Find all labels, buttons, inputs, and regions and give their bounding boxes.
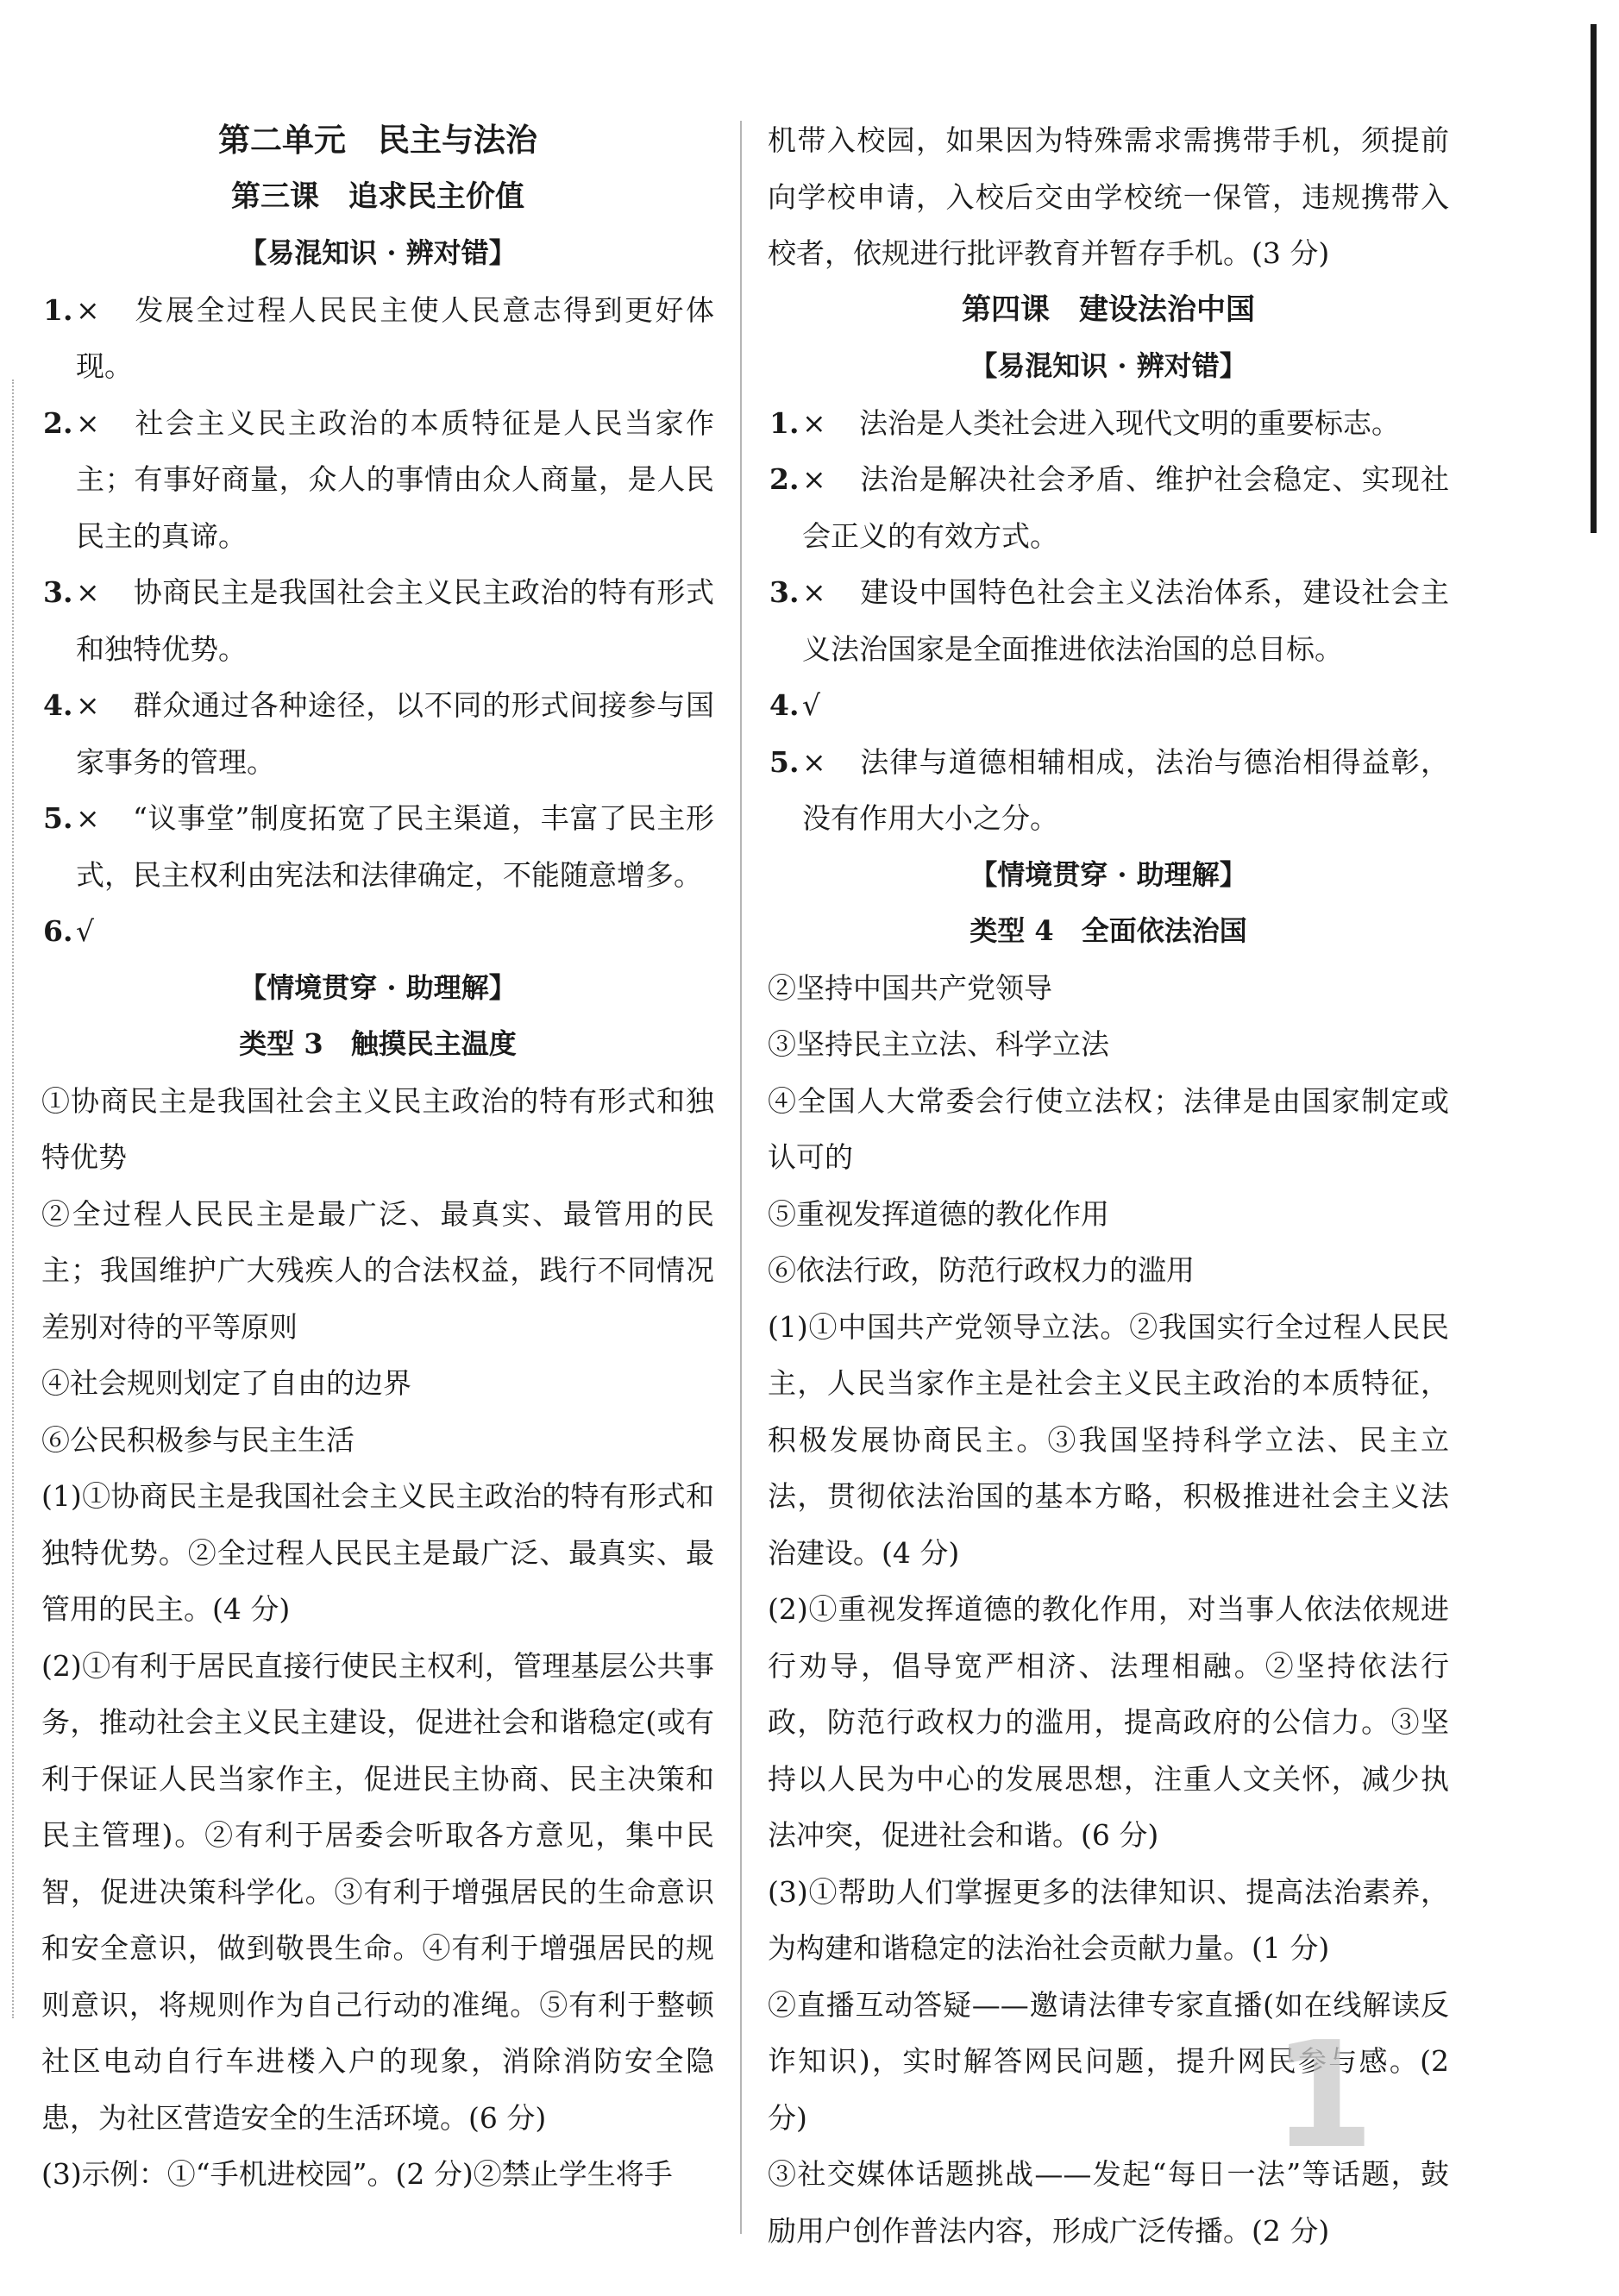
item-number: 2. <box>769 462 800 496</box>
item-text: 发展全过程人民民主使人民意志得到更好体现。 <box>76 292 714 383</box>
answer-paragraph: ④社会规则划定了自由的边界 <box>41 1366 411 1400</box>
answer-paragraph: ①协商民主是我国社会主义民主政治的特有形式和独特优势 <box>41 1083 714 1174</box>
page-number: 1 <box>1272 2011 1375 2181</box>
item-number: 2. <box>43 405 73 440</box>
answer-item <box>43 282 714 395</box>
answer-item <box>769 734 1449 847</box>
cross-mark: × <box>802 575 826 609</box>
cross-mark: × <box>76 688 100 722</box>
answer-paragraph: ⑥公民积极参与民主生活 <box>41 1422 355 1457</box>
answer-paragraph: ③坚持民主立法、科学立法 <box>768 1027 1109 1061</box>
cross-mark: × <box>76 405 100 440</box>
answer-item <box>43 564 714 677</box>
cross-mark: × <box>76 292 100 327</box>
scan-edge-bar <box>1591 24 1597 533</box>
lesson-title: 第三课 追求民主价值 <box>231 179 524 214</box>
answer-paragraph: ②直播互动答疑——邀请法律专家直播(如在线解读反诈知识)，实时解答网民问题，提升网民参与感。(2 分) <box>768 1987 1449 2135</box>
binding-dotted-line <box>12 380 14 2018</box>
right-column <box>768 112 1449 2259</box>
continuation-paragraph: 机带入校园，如果因为特殊需求需携带手机，须提前向学校申请，入校后交由学校统一保管，违规携带入校者，依规进行批评教育并暂存手机。(3 分) <box>768 123 1449 270</box>
answer-item <box>769 677 1449 734</box>
item-text: 协商民主是我国社会主义民主政治的特有形式和独特优势。 <box>76 575 714 666</box>
answer-paragraph: ②全过程人民民主是最广泛、最真实、最管用的民主；我国维护广大残疾人的合法权益，践行不同情况差别对待的平等原则 <box>41 1196 714 1344</box>
answer-item <box>43 903 714 960</box>
cross-mark: × <box>76 801 100 835</box>
item-text: 法律与道德相辅相成，法治与德治相得益彰，没有作用大小之分。 <box>802 744 1449 835</box>
item-number: 4. <box>769 688 800 722</box>
cross-mark: × <box>76 575 100 609</box>
item-number: 4. <box>43 688 73 722</box>
item-number: 3. <box>769 575 800 609</box>
item-number: 5. <box>769 744 800 779</box>
item-number: 1. <box>769 405 800 440</box>
section-heading-mistakes: 【易混知识 · 辨对错】 <box>970 349 1247 382</box>
answer-paragraph: (2)①重视发挥道德的教化作用，对当事人依法依规进行劝导，倡导宽严相济、法理相融。②坚持依法行政，防范行政权力的滥用，提高政府的公信力。③坚持以人民为中心的发展思想，注重人文关怀，减少执法冲突，促进社会和谐。(6 分) <box>768 1592 1449 1852</box>
answer-item <box>769 395 1449 452</box>
section-heading-context: 【情境贯穿 · 助理解】 <box>970 857 1247 891</box>
cross-mark: × <box>802 462 826 496</box>
item-text: 法治是解决社会矛盾、维护社会稳定、实现社会正义的有效方式。 <box>802 462 1449 553</box>
answer-paragraph: ⑤重视发挥道德的教化作用 <box>768 1196 1109 1231</box>
column-divider <box>740 121 742 2234</box>
section-heading-mistakes: 【易混知识 · 辨对错】 <box>239 236 517 269</box>
unit-title: 第二单元 民主与法治 <box>218 121 537 159</box>
answer-paragraph: ②坚持中国共产党领导 <box>768 970 1052 1005</box>
item-text: 建设中国特色社会主义法治体系，建设社会主义法治国家是全面推进依法治国的总目标。 <box>802 575 1449 666</box>
cross-mark: × <box>802 405 826 440</box>
answer-paragraph: (3)①帮助人们掌握更多的法律知识、提高法治素养，为构建和谐稳定的法治社会贡献力量。(1 分) <box>768 1874 1449 1965</box>
answer-item <box>43 395 714 565</box>
item-number: 5. <box>43 801 73 835</box>
cross-mark: × <box>802 744 826 779</box>
item-text: 社会主义民主政治的本质特征是人民当家作主；有事好商量，众人的事情由众人商量，是人民民主的真谛。 <box>76 405 714 553</box>
section-heading-context: 【情境贯穿 · 助理解】 <box>239 970 517 1004</box>
answer-item <box>43 677 714 790</box>
left-column <box>41 112 714 2203</box>
item-number: 3. <box>43 575 73 609</box>
answer-item <box>769 451 1449 564</box>
answer-paragraph: (1)①协商民主是我国社会主义民主政治的特有形式和独特优势。②全过程人民民主是最广泛、最真实、最管用的民主。(4 分) <box>41 1479 714 1626</box>
lesson-title: 第四课 建设法治中国 <box>962 292 1255 327</box>
answer-paragraph: ⑥依法行政，防范行政权力的滥用 <box>768 1253 1195 1287</box>
answer-paragraph: (3)示例：①“手机进校园”。(2 分)②禁止学生将手 <box>41 2157 673 2191</box>
check-mark: √ <box>802 688 821 722</box>
type-title: 类型 3 触摸民主温度 <box>239 1027 517 1060</box>
answer-paragraph: (2)①有利于居民直接行使民主权利，管理基层公共事务，推动社会主义民主建设，促进社会和谐稳定(或有利于保证人民当家作主，促进民主协商、民主决策和民主管理)。②有利于居委会听取各方意见，集中民智，促进决策科学化。③有利于增强居民的生命意识和安全意识，做到敬畏生命。④有利于增强居民的规则意识，将规则作为自己行动的准绳。⑤有利于整顿社区电动自行车进楼入户的现象，消除消防安全隐患，为社区营造安全的生活环境。(6 分) <box>41 1648 714 2135</box>
item-text: “议事堂”制度拓宽了民主渠道，丰富了民主形式，民主权利由宪法和法律确定，不能随意增多。 <box>76 801 714 892</box>
item-number: 6. <box>43 914 73 948</box>
item-text: 法治是人类社会进入现代文明的重要标志。 <box>859 405 1400 440</box>
answer-paragraph: ③社交媒体话题挑战——发起“每日一法”等话题，鼓励用户创作普法内容，形成广泛传播。(2 分) <box>768 2157 1449 2248</box>
answer-item <box>769 564 1449 677</box>
answer-item <box>43 790 714 903</box>
check-mark: √ <box>76 914 95 948</box>
item-text: 群众通过各种途径，以不同的形式间接参与国家事务的管理。 <box>76 688 714 779</box>
item-number: 1. <box>43 292 73 327</box>
type-title: 类型 4 全面依法治国 <box>970 914 1247 947</box>
answer-paragraph: ④全国人大常委会行使立法权；法律是由国家制定或认可的 <box>768 1083 1449 1174</box>
answer-paragraph: (1)①中国共产党领导立法。②我国实行全过程人民民主，人民当家作主是社会主义民主政治的本质特征，积极发展协商民主。③我国坚持科学立法、民主立法，贯彻依法治国的基本方略，积极推进社会主义法治建设。(4 分) <box>768 1309 1449 1570</box>
